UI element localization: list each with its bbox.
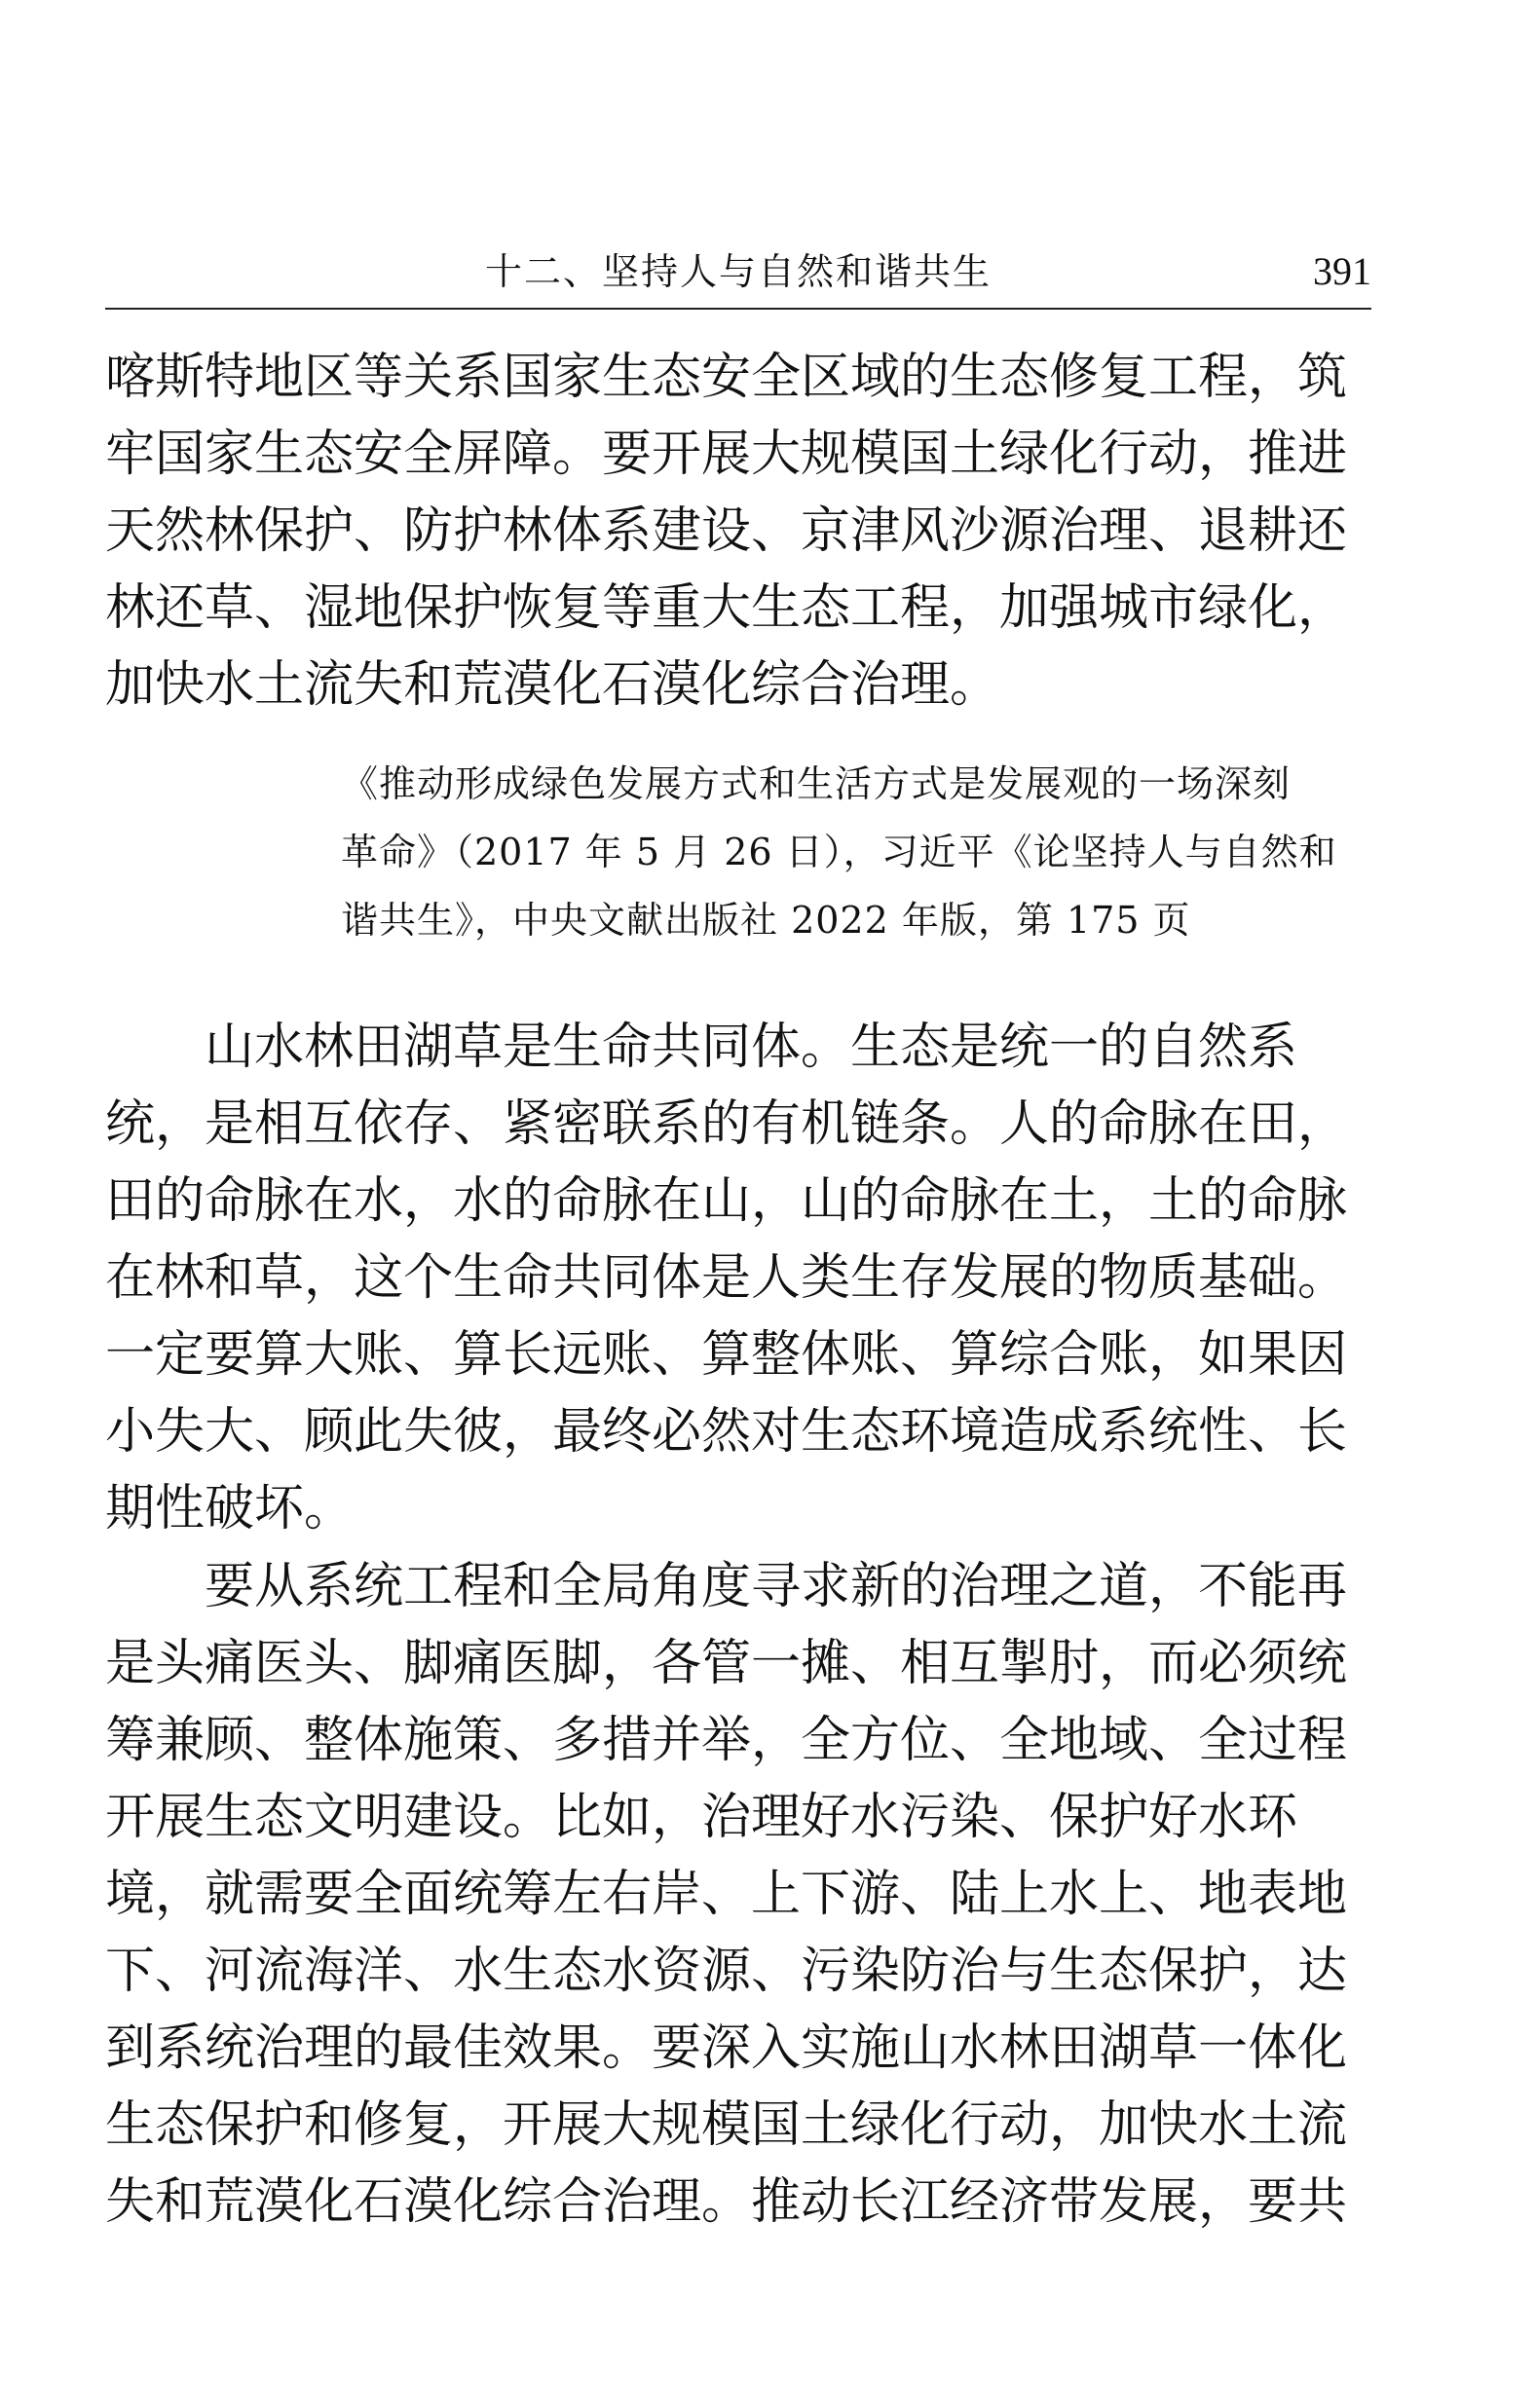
- text-line: 期性破坏。: [105, 1480, 355, 1537]
- citation-line: 革命》（2017 年 5 月 26 日），习近平《论坚持人与自然和: [341, 831, 1337, 873]
- text-line: 牢国家生态安全屏障。要开展大规模国土绿化行动，推进: [105, 426, 1348, 483]
- running-title: 十二、坚持人与自然和谐共生: [484, 250, 992, 293]
- citation-line: 谐共生》，中央文献出版社 2022 年版，第 175 页: [341, 899, 1191, 942]
- page-number: 391: [1313, 249, 1371, 293]
- text-line: 失和荒漠化石漠化综合治理。推动长江经济带发展，要共: [105, 2173, 1348, 2231]
- citation-line: 《推动形成绿色发展方式和生活方式是发展观的一场深刻: [341, 762, 1292, 805]
- paragraph-3: [105, 1548, 1371, 2241]
- paragraph-1: [105, 339, 1371, 723]
- text-line: 加快水土流失和荒漠化石漠化综合治理。: [105, 656, 1000, 714]
- running-header: [105, 241, 1371, 302]
- text-line: 是头痛医头、脚痛医脚，各管一摊、相互掣肘，而必须统: [105, 1635, 1348, 1692]
- text-line: 下、河流海洋、水生态水资源、污染防治与生态保护，达: [105, 1943, 1348, 2000]
- text-line: 山水林田湖草是生命共同体。生态是统一的自然系: [205, 1019, 1298, 1076]
- text-line: 田的命脉在水，水的命脉在山，山的命脉在土，土的命脉: [105, 1172, 1348, 1230]
- text-line: 到系统治理的最佳效果。要深入实施山水林田湖草一体化: [105, 2019, 1348, 2077]
- text-line: 统，是相互依存、紧密联系的有机链条。人的命脉在田，: [105, 1095, 1348, 1153]
- text-line: 开展生态文明建设。比如，治理好水污染、保护好水环: [105, 1789, 1298, 1846]
- header-rule: [105, 308, 1371, 310]
- text-line: 生态保护和修复，开展大规模国土绿化行动，加快水土流: [105, 2096, 1348, 2154]
- text-line: 天然林保护、防护林体系建设、京津风沙源治理、退耕还: [105, 502, 1348, 560]
- text-line: 林还草、湿地保护恢复等重大生态工程，加强城市绿化，: [105, 579, 1348, 637]
- citation-source: [341, 750, 1371, 954]
- text-line: 在林和草，这个生命共同体是人类生存发展的物质基础。: [105, 1249, 1348, 1307]
- paragraph-2: [105, 1009, 1371, 1547]
- text-line: 筹兼顾、整体施策、多措并举，全方位、全地域、全过程: [105, 1712, 1348, 1769]
- text-line: 一定要算大账、算长远账、算整体账、算综合账，如果因: [105, 1326, 1348, 1384]
- text-line: 喀斯特地区等关系国家生态安全区域的生态修复工程，筑: [105, 349, 1348, 406]
- text-line: 小失大、顾此失彼，最终必然对生态环境造成系统性、长: [105, 1403, 1348, 1461]
- text-line: 要从系统工程和全局角度寻求新的治理之道，不能再: [205, 1558, 1348, 1615]
- text-line: 境，就需要全面统筹左右岸、上下游、陆上水上、地表地: [105, 1866, 1348, 1923]
